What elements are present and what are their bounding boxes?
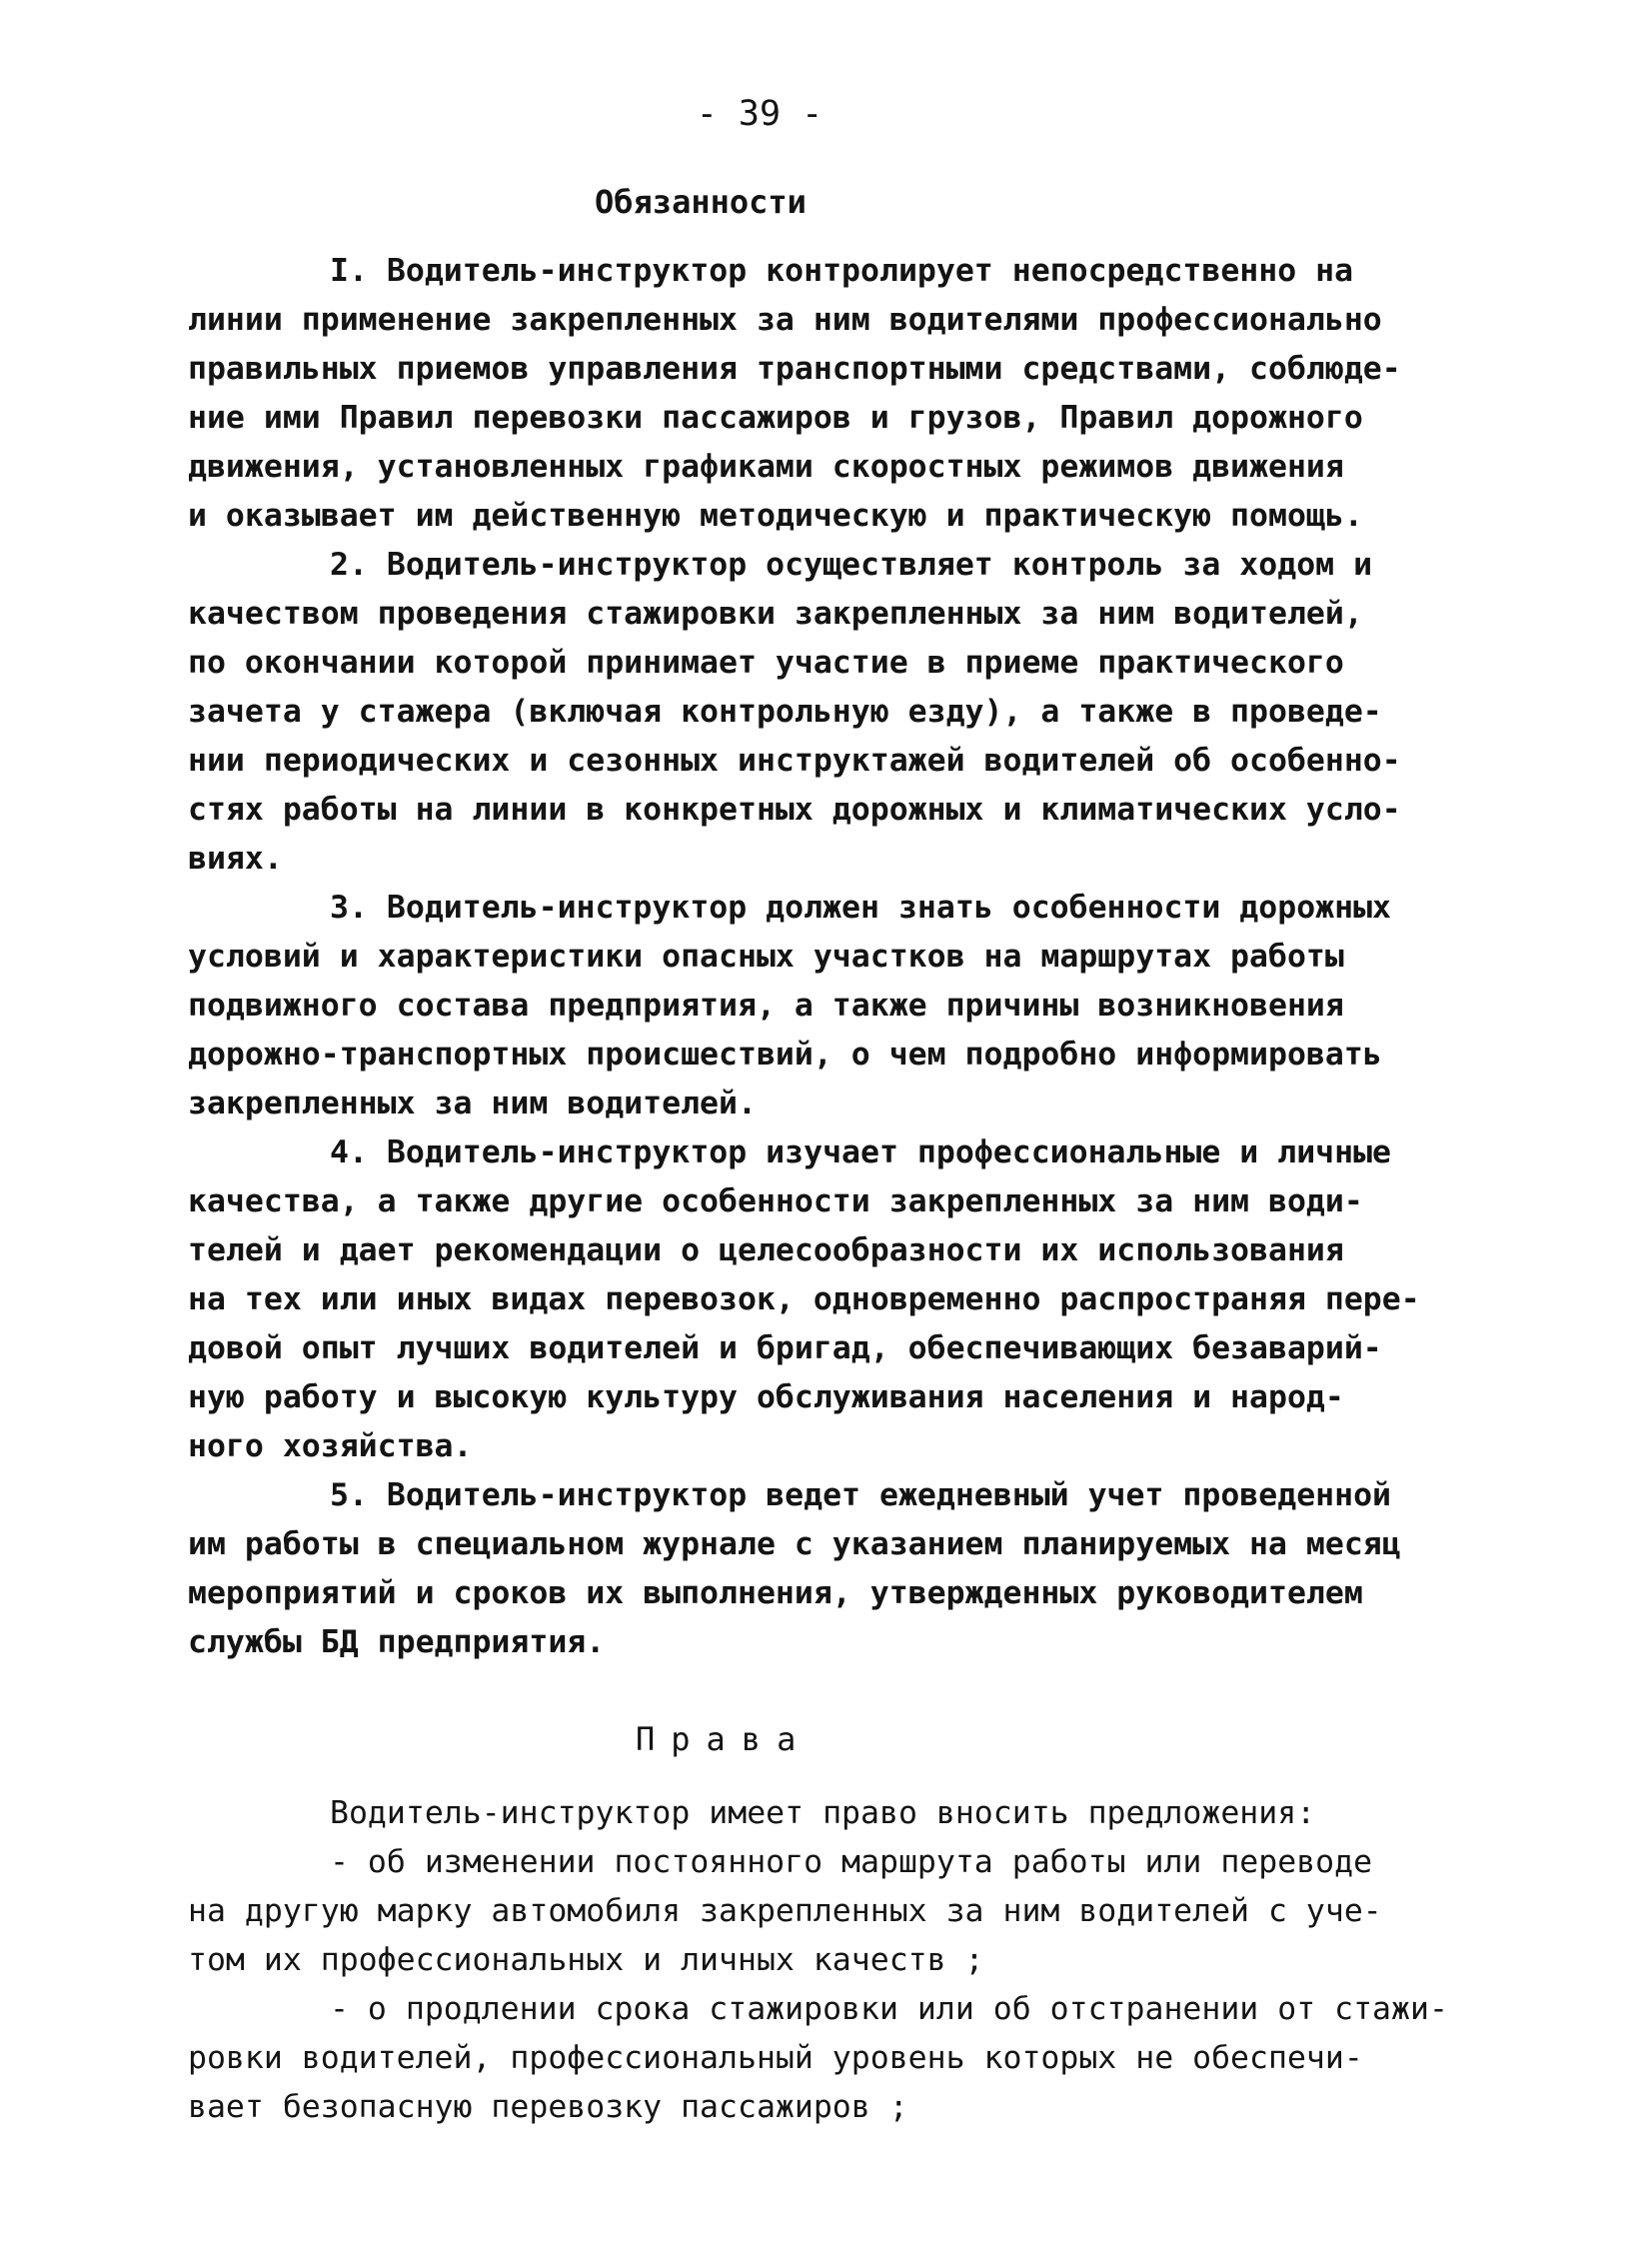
text-line: - об изменении постоянного маршрута работы или переводе: [330, 1844, 1373, 1880]
text-line: довой опыт лучших водителей и бригад, обеспечивающих безаварий-: [188, 1330, 1382, 1366]
section-heading-rights: Права: [636, 1720, 813, 1758]
text-line: том их профессиональных и личных качеств ;: [188, 1942, 984, 1978]
text-line: качества, а также другие особенности закрепленных за ним води-: [188, 1183, 1363, 1219]
text-line: 2. Водитель-инструктор осуществляет контроль за ходом и: [330, 547, 1373, 583]
text-line: на тех или иных видах перевозок, одновременно распространяя пере-: [188, 1281, 1420, 1317]
duties-paragraph-2: [188, 541, 1401, 884]
text-line: дорожно-транспортных происшествий, о чем подробно информировать: [188, 1037, 1382, 1073]
text-line: им работы в специальном журнале с указанием планируемых на месяц: [188, 1526, 1401, 1562]
text-line: 4. Водитель-инструктор изучает профессиональные и личные: [330, 1134, 1392, 1170]
text-line: ровки водителей, профессиональный уровень которых не обеспечи-: [188, 2040, 1363, 2076]
duties-paragraph-1: [188, 247, 1401, 541]
text-line: линии применение закрепленных за ним водителями профессионально: [188, 302, 1382, 338]
text-line: телей и дает рекомендации о целесообразности их использования: [188, 1232, 1344, 1268]
text-line: вает безопасную перевозку пассажиров ;: [188, 2089, 908, 2125]
text-line: условий и характеристики опасных участков на маршрутах работы: [188, 939, 1344, 975]
text-line: ние ими Правил перевозки пассажиров и грузов, Правил дорожного: [188, 400, 1363, 436]
text-line: стях работы на линии в конкретных дорожных и климатических усло-: [188, 792, 1401, 828]
duties-paragraph-5: [188, 1471, 1401, 1667]
text-line: 5. Водитель-инструктор ведет ежедневный учет проведенной: [330, 1477, 1392, 1513]
text-line: правильных приемов управления транспортными средствами, соблюде-: [188, 351, 1401, 387]
text-line: службы БД предприятия.: [188, 1624, 606, 1660]
text-line: ного хозяйства.: [188, 1428, 473, 1464]
rights-item-1: [188, 1838, 1382, 1985]
duties-paragraph-4: [188, 1128, 1420, 1471]
page-number: - 39 -: [696, 94, 824, 134]
text-line: ную работу и высокую культуру обслуживания населения и народ-: [188, 1379, 1344, 1415]
text-line: движения, установленных графиками скоростных режимов движения: [188, 449, 1344, 485]
text-line: Водитель-инструктор имеет право вносить предложения:: [330, 1795, 1316, 1831]
rights-item-2: [188, 1985, 1448, 2132]
rights-intro: [188, 1789, 1315, 1838]
text-line: - о продлении срока стажировки или об отстранении от стажи-: [330, 1991, 1448, 2027]
text-line: виях.: [188, 841, 283, 877]
text-line: I. Водитель-инструктор контролирует непосредственно на: [330, 253, 1354, 289]
text-line: 3. Водитель-инструктор должен знать особенности дорожных: [330, 890, 1392, 926]
text-line: качеством проведения стажировки закрепленных за ним водителей,: [188, 596, 1363, 632]
text-line: на другую марку автомобиля закрепленных за ним водителей с уче-: [188, 1893, 1382, 1929]
text-line: нии периодических и сезонных инструктажей водителей об особенно-: [188, 743, 1401, 779]
text-line: подвижного состава предприятия, а также причины возникновения: [188, 988, 1344, 1024]
text-line: по окончании которой принимает участие в приеме практического: [188, 645, 1344, 681]
text-line: зачета у стажера (включая контрольную езду), а также в проведе-: [188, 694, 1382, 730]
text-line: закрепленных за ним водителей.: [188, 1086, 757, 1122]
section-heading-duties: Обязанности: [595, 183, 807, 221]
text-line: мероприятий и сроков их выполнения, утвержденных руководителем: [188, 1575, 1363, 1611]
text-line: и оказывает им действенную методическую и практическую помощь.: [188, 498, 1363, 534]
duties-paragraph-3: [188, 884, 1391, 1128]
